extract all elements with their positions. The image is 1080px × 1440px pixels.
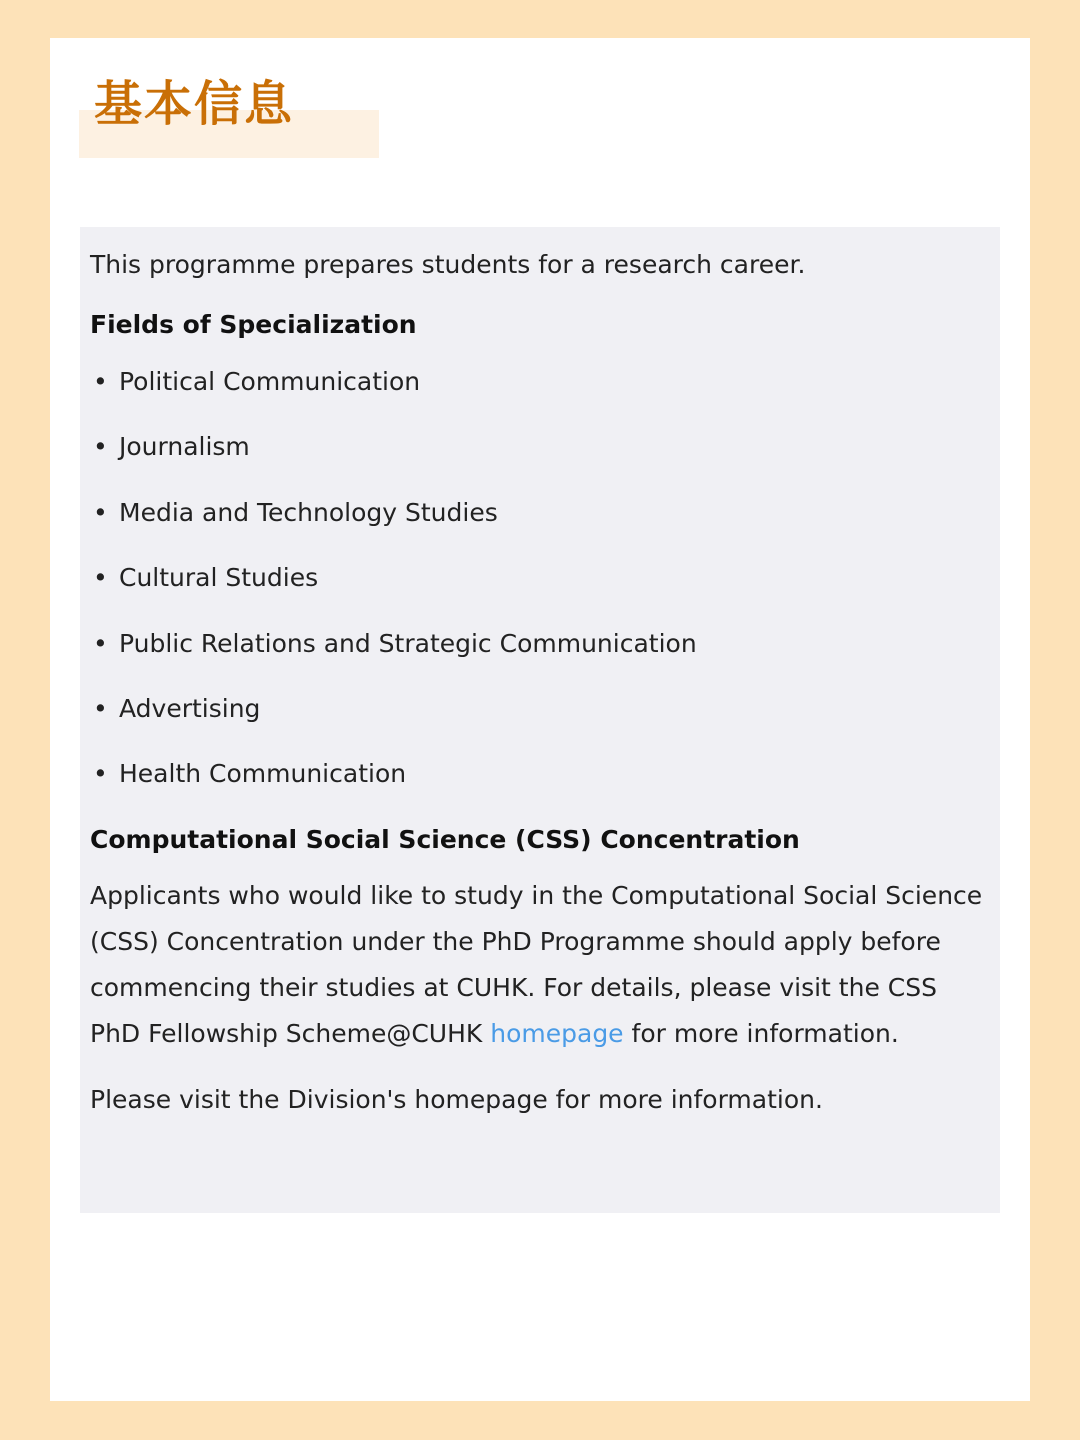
list-item xyxy=(90,349,990,414)
field-label: Media and Technology Studies xyxy=(119,497,498,527)
fields-heading: Fields of Specialization xyxy=(90,310,417,339)
field-label: Advertising xyxy=(119,694,261,724)
list-item xyxy=(90,741,990,806)
intro-text: This programme prepares students for a research career. xyxy=(90,250,806,279)
bullet-icon: • xyxy=(93,694,108,724)
list-item xyxy=(90,414,990,479)
page-title: 基本信息 xyxy=(94,76,295,132)
fields-list xyxy=(90,349,990,807)
field-label: Health Communication xyxy=(119,759,407,789)
css-paragraph-text-end: for more information. xyxy=(623,1018,899,1048)
bullet-icon: • xyxy=(93,759,108,789)
bullet-icon: • xyxy=(93,432,108,462)
bullet-icon: • xyxy=(93,497,108,527)
field-label: Journalism xyxy=(119,432,250,462)
field-label: Public Relations and Strategic Communication xyxy=(119,628,697,658)
list-item xyxy=(90,545,990,610)
list-item xyxy=(90,611,990,676)
css-paragraph xyxy=(90,873,990,1057)
bullet-icon: • xyxy=(93,628,108,658)
field-label: Political Communication xyxy=(119,367,421,396)
homepage-link[interactable]: homepage xyxy=(490,1018,624,1048)
list-item xyxy=(90,676,990,741)
css-heading: Computational Social Science (CSS) Concentration xyxy=(90,824,800,854)
bullet-icon: • xyxy=(93,563,108,593)
closing-text: Please visit the Division's homepage for more information. xyxy=(90,1084,823,1114)
programme-info-panel xyxy=(80,227,1000,1213)
css-paragraph-text: Applicants who would like to study in the Computational Social Science (CSS) Concentration under the PhD Programme should apply before commencing their studies at CUHK. For details, please visit the CSS PhD Fellowship Scheme@CUHK xyxy=(90,880,983,1048)
content-card xyxy=(50,38,1030,1401)
list-item xyxy=(90,480,990,545)
field-label: Cultural Studies xyxy=(119,563,319,593)
bullet-icon: • xyxy=(93,367,108,396)
